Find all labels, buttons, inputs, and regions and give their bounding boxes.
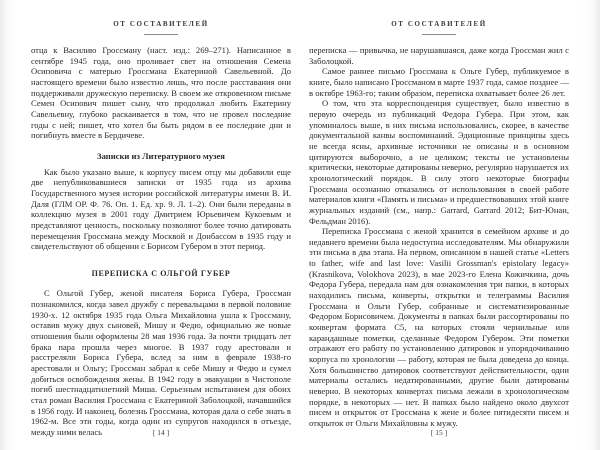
paragraph: Самое раннее письмо Гроссмана к Ольге Губер, публикуемое в книге, было написано Гроссманом в марте 1937 года, самое позднее — в октябре 1963-го; таким образом, переписка охватывает более 26 лет. (309, 66, 569, 98)
paragraph: С Ольгой Губер, женой писателя Бориса Губера, Гроссман познакомился, когда завел дружбу с перевальцами в первой половине 1930-х. 12 октября 1935 года Ольга Михайловна ушла к Гроссману, оставив мужу двух сыновей, Мишу и Федю, официально же новые отношения были оформлены 28 мая 1936 года. За почти тридцать лет брака пара прошла через многое. В 1937 году арестовали и расстреляли Бориса Губера, вслед за ним в феврале 1938-го арестовали и Ольгу; Гроссман забрал к себе Мишу и Федю и сумел добиться освобождения жены. В 1942 году в эвакуации в Чистополе погиб шестнадцатилетний Миша. Серьезным испытанием для обоих стал роман Василия Гроссмана с Екатериной Заболоцкой, начавшийся в 1956 году. И наконец, болезнь Гроссмана, которая дала о себе знать в 1962-м. Все эти годы, когда один из супругов находился в отъезде, между ними велась (31, 288, 291, 437)
paragraph: Переписка Гроссмана с женой хранится в семейном архиве и до недавнего времени была недоступна исследователям. Мы обнаружили эти письма в два этапа. На первом, описанном в нашей статье «Letters to father, wife and last love: Vasilii Grossman's epistolary legacy» (Krasnikova, Volokhova 2023), в мае 2023-го Елена Кожичкина, дочь Федора Губера, передала нам для ознакомления три папки, в которых находились письма, конверты, открытки и телеграммы Василия Гроссмана и Ольги Губер, собранные и систематизированные Федором Борисовичем. Документы в папках были рассортированы по конвертам формата С5, на которых стояли чернильные или карандашные пометки, сделанные Федором Губером. Эти пометки отражают его работу по установлению датировок и упорядочиванию корпуса по хронологии — работу, которая не была доведена до конца. Хотя большинство датировок соответствуют действительности, одни материалы остались недатированными, другие были датированы неверно. В некоторых конвертах письма лежали в хронологическом порядке, в некоторых — нет. В папках было найдено около двухсот писем и открыток от Гроссмана к жене и более пятидесяти писем и открыток от Ольги Михайловны к мужу. (309, 226, 569, 428)
paragraph-continuation: отца к Василию Гроссману (наст. изд.: 269–271). Написанное в сентябре 1945 года, оно проливает свет на отношения Семена Осиповича с матерью Гроссмана Екатериной Савельевной. До настоящего времени было известно лишь, что после расставания они поддерживали дружескую переписку. В своем же откровенном письме Семен Осипович пишет сыну, что продолжал любить Екатерину Савельевну, глубоко раскаивается в том, что не провел последние годы с ней; пишет, что хотел бы быть рядом в ее последние дни и погибнуть вместе в Бердичеве. (31, 45, 291, 141)
running-header-text: ОТ СОСТАВИТЕЛЕЙ (391, 20, 487, 28)
paragraph: О том, что эта корреспонденция существует, было известно в первую очередь из публикаций Федора Губера. При этом, как упоминалось выше, в них письма использовались, скорее, в качестве документальной канвы воспоминаний. Эдиционные принципы здесь не всегда ясны, архивные источники не описаны и в основном цитируются выборочно, а не целиком; тексты не установлены критически, некоторые датированы неверно, регулярно нарушается их хронологический порядок. В силу этого некоторые биографы Гроссмана осознанно отказались от использования в своей работе материалов книги «Память и письма» и предшествовавших этой книге журнальных изданий (см., напр.: Garrard, Garrard 2012; Бит-Юнан, Фельдман 2016). (309, 98, 569, 226)
page-number-right: [ 15 ] (430, 428, 448, 437)
running-header-right (309, 13, 569, 35)
paragraph-continuation: переписка — привычка, не нарушавшаяся, даже когда Гроссман жил с Заболоцкой. (309, 45, 569, 66)
page-right (300, 0, 600, 450)
running-header-left (31, 13, 291, 35)
section-heading-olga-guber-correspondence: ПЕРЕПИСКА С ОЛЬГОЙ ГУБЕР (91, 268, 231, 278)
paragraph: Как было указано выше, к корпусу писем отцу мы добавили еще две непубликовавшиеся записки от 1935 года из архива Государственного музея истории российской литературы имени В. И. Даля (ГЛМ ОР. Ф. 76. Оп. 1. Ед. хр. 9. Л. 1–2). Они были переданы в коллекцию музея в 2001 году Дмитрием Юрьевичем Кукоевым и представляют ценность, поскольку позволяют более точно датировать перемещения Гроссмана между Москвой и Донбассом в 1935 году и свидетельствуют об общении с Борисом Губером в этот период. (31, 166, 291, 252)
running-header-text: ОТ СОСТАВИТЕЛЕЙ (113, 20, 209, 28)
page-body-right (309, 45, 569, 429)
page-number-left: [ 14 ] (152, 428, 170, 437)
header-rule (422, 34, 456, 35)
section-heading-literary-museum: Записки из Литературного музея (97, 150, 225, 161)
page-body-left (31, 45, 291, 438)
header-rule (144, 34, 178, 35)
